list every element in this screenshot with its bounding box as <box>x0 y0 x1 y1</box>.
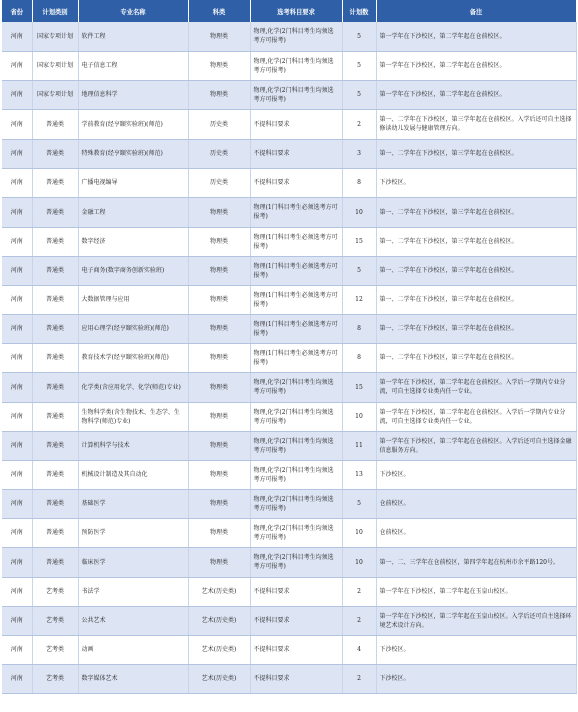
cell-plan-category: 国家专项计划 <box>32 80 78 109</box>
cell-plan-category: 普通类 <box>32 285 78 314</box>
cell-plan-category: 艺考类 <box>32 606 78 635</box>
cell-notes: 下沙校区。 <box>376 664 576 693</box>
cell-subject-requirement: 物理,化学(2门科目考生均须选考方可报考) <box>250 460 342 489</box>
cell-notes: 第一学年在下沙校区，第二学年起在仓前校区。 <box>376 80 576 109</box>
cell-major-name: 数字经济 <box>78 227 188 256</box>
table-row <box>2 489 576 518</box>
table-row <box>2 80 576 109</box>
cell-subject-requirement: 不提科目要求 <box>250 139 342 168</box>
cell-plan-category: 艺考类 <box>32 577 78 606</box>
cell-plan-category: 普通类 <box>32 139 78 168</box>
cell-province: 河南 <box>2 489 32 518</box>
cell-major-name: 临床医学 <box>78 547 188 577</box>
cell-subject-type: 物理类 <box>188 518 250 547</box>
header-major-name: 专业名称 <box>78 0 188 22</box>
cell-subject-requirement: 物理,化学(2门科目考生均须选考方可报考) <box>250 402 342 431</box>
header-province: 省份 <box>2 0 32 22</box>
cell-subject-type: 物理类 <box>188 314 250 343</box>
cell-notes: 仓前校区。 <box>376 518 576 547</box>
cell-notes: 下沙校区。 <box>376 460 576 489</box>
cell-plan-category: 普通类 <box>32 460 78 489</box>
cell-subject-requirement: 不提科目要求 <box>250 606 342 635</box>
cell-notes: 仓前校区。 <box>376 489 576 518</box>
cell-plan-count: 2 <box>342 606 376 635</box>
cell-plan-count: 3 <box>342 139 376 168</box>
cell-notes: 第一学年在下沙校区，第二学年起在仓前校区。入学后一学期内专业分流，可自主选择专业类内任一专业。 <box>376 372 576 402</box>
cell-plan-category: 普通类 <box>32 402 78 431</box>
cell-subject-type: 物理类 <box>188 227 250 256</box>
table-row <box>2 577 576 606</box>
cell-subject-requirement: 物理(1门科目考生必须选考方可报考) <box>250 197 342 227</box>
cell-subject-requirement: 不提科目要求 <box>250 635 342 664</box>
cell-plan-category: 普通类 <box>32 227 78 256</box>
cell-plan-category: 国家专项计划 <box>32 51 78 80</box>
cell-province: 河南 <box>2 577 32 606</box>
cell-province: 河南 <box>2 606 32 635</box>
cell-major-name: 地理信息科学 <box>78 80 188 109</box>
cell-subject-type: 物理类 <box>188 489 250 518</box>
cell-subject-requirement: 不提科目要求 <box>250 664 342 693</box>
table-row <box>2 664 576 693</box>
cell-subject-type: 艺术(历史类) <box>188 664 250 693</box>
cell-major-name: 预防医学 <box>78 518 188 547</box>
cell-subject-requirement: 物理,化学(2门科目考生均须选考方可报考) <box>250 22 342 51</box>
cell-subject-requirement: 物理,化学(2门科目考生均须选考方可报考) <box>250 431 342 460</box>
cell-province: 河南 <box>2 197 32 227</box>
cell-subject-requirement: 物理,化学(2门科目考生均须选考方可报考) <box>250 51 342 80</box>
cell-subject-requirement: 物理(1门科目考生必须选考方可报考) <box>250 343 342 372</box>
cell-province: 河南 <box>2 139 32 168</box>
cell-plan-count: 5 <box>342 256 376 285</box>
table-row <box>2 402 576 431</box>
cell-subject-type: 物理类 <box>188 80 250 109</box>
cell-subject-type: 物理类 <box>188 343 250 372</box>
cell-major-name: 应用心理学(经亨颐实验班)(师范) <box>78 314 188 343</box>
cell-subject-type: 历史类 <box>188 139 250 168</box>
cell-major-name: 大数据管理与应用 <box>78 285 188 314</box>
cell-major-name: 动画 <box>78 635 188 664</box>
cell-major-name: 化学类(含应用化学、化学(师范)专业) <box>78 372 188 402</box>
table-row <box>2 518 576 547</box>
cell-province: 河南 <box>2 168 32 197</box>
cell-major-name: 数字媒体艺术 <box>78 664 188 693</box>
cell-notes: 第一、二学年在下沙校区，第三学年起在仓前校区。 <box>376 343 576 372</box>
cell-subject-requirement: 物理(1门科目考生必须选考方可报考) <box>250 314 342 343</box>
cell-subject-type: 历史类 <box>188 109 250 139</box>
cell-province: 河南 <box>2 22 32 51</box>
cell-major-name: 特殊教育(经亨颐实验班)(师范) <box>78 139 188 168</box>
table-row <box>2 109 576 139</box>
cell-subject-type: 艺术(历史类) <box>188 577 250 606</box>
table-row <box>2 460 576 489</box>
table-row <box>2 635 576 664</box>
enrollment-plan-table <box>2 0 577 694</box>
cell-subject-type: 物理类 <box>188 431 250 460</box>
cell-plan-category: 普通类 <box>32 168 78 197</box>
cell-plan-count: 8 <box>342 314 376 343</box>
table-row <box>2 168 576 197</box>
cell-plan-category: 普通类 <box>32 256 78 285</box>
cell-notes: 第一学年在下沙校区，第二学年起在仓前校区。入学后还可自主选择金融信息服务方向。 <box>376 431 576 460</box>
cell-plan-category: 艺考类 <box>32 635 78 664</box>
cell-major-name: 计算机科学与技术 <box>78 431 188 460</box>
cell-province: 河南 <box>2 80 32 109</box>
cell-plan-count: 11 <box>342 431 376 460</box>
cell-province: 河南 <box>2 664 32 693</box>
cell-province: 河南 <box>2 256 32 285</box>
cell-major-name: 公共艺术 <box>78 606 188 635</box>
table-row <box>2 431 576 460</box>
cell-notes: 下沙校区。 <box>376 168 576 197</box>
cell-notes: 第一学年在下沙校区，第二学年起在仓前校区。 <box>376 51 576 80</box>
cell-plan-count: 5 <box>342 489 376 518</box>
cell-plan-count: 8 <box>342 343 376 372</box>
table-row <box>2 256 576 285</box>
cell-notes: 第一学年在下沙校区，第二学年起在仓前校区。入学后一学期内专业分流，可自主选择专业类内任一专业。 <box>376 402 576 431</box>
cell-province: 河南 <box>2 314 32 343</box>
cell-notes: 第一、二学年在下沙校区，第三学年起在仓前校区。 <box>376 197 576 227</box>
cell-plan-category: 普通类 <box>32 109 78 139</box>
cell-major-name: 生物科学类(含生物技术、生态学、生物科学(师范)专业) <box>78 402 188 431</box>
cell-plan-count: 12 <box>342 285 376 314</box>
cell-plan-count: 10 <box>342 547 376 577</box>
cell-notes: 第一、二学年在下沙校区，第三学年起在仓前校区。 <box>376 256 576 285</box>
cell-subject-type: 物理类 <box>188 51 250 80</box>
table-row <box>2 139 576 168</box>
cell-plan-count: 5 <box>342 80 376 109</box>
cell-plan-category: 普通类 <box>32 518 78 547</box>
cell-province: 河南 <box>2 285 32 314</box>
cell-major-name: 书法学 <box>78 577 188 606</box>
cell-major-name: 机械设计制造及其自动化 <box>78 460 188 489</box>
cell-province: 河南 <box>2 227 32 256</box>
header-subject-requirement: 选考科目要求 <box>250 0 342 22</box>
cell-subject-type: 艺术(历史类) <box>188 606 250 635</box>
table-row <box>2 372 576 402</box>
cell-plan-count: 5 <box>342 22 376 51</box>
header-subject-type: 科类 <box>188 0 250 22</box>
cell-plan-category: 普通类 <box>32 197 78 227</box>
cell-plan-category: 普通类 <box>32 489 78 518</box>
cell-plan-category: 普通类 <box>32 431 78 460</box>
cell-plan-count: 2 <box>342 577 376 606</box>
cell-plan-count: 2 <box>342 664 376 693</box>
table-row <box>2 547 576 577</box>
cell-notes: 第一学年在下沙校区，第二学年起在玉皇山校区。入学后还可自主选择环境艺术设计方向。 <box>376 606 576 635</box>
cell-notes: 第一学年在下沙校区，第二学年起在玉皇山校区。 <box>376 577 576 606</box>
cell-plan-category: 普通类 <box>32 547 78 577</box>
cell-subject-type: 物理类 <box>188 285 250 314</box>
cell-province: 河南 <box>2 109 32 139</box>
cell-subject-requirement: 不提科目要求 <box>250 168 342 197</box>
cell-notes: 下沙校区。 <box>376 635 576 664</box>
cell-plan-count: 15 <box>342 227 376 256</box>
header-plan-category: 计划类别 <box>32 0 78 22</box>
cell-subject-requirement: 不提科目要求 <box>250 577 342 606</box>
cell-plan-category: 国家专项计划 <box>32 22 78 51</box>
cell-plan-category: 普通类 <box>32 372 78 402</box>
cell-province: 河南 <box>2 372 32 402</box>
cell-subject-type: 物理类 <box>188 460 250 489</box>
cell-subject-requirement: 物理,化学(2门科目考生均须选考方可报考) <box>250 80 342 109</box>
enrollment-plan-table-container <box>2 0 576 694</box>
cell-notes: 第一学年在下沙校区，第二学年起在仓前校区。 <box>376 22 576 51</box>
table-row <box>2 343 576 372</box>
cell-plan-count: 10 <box>342 518 376 547</box>
cell-major-name: 软件工程 <box>78 22 188 51</box>
cell-subject-type: 物理类 <box>188 547 250 577</box>
cell-plan-count: 15 <box>342 372 376 402</box>
table-row <box>2 285 576 314</box>
table-body <box>2 22 576 693</box>
cell-province: 河南 <box>2 518 32 547</box>
cell-major-name: 基础医学 <box>78 489 188 518</box>
cell-subject-requirement: 物理,化学(2门科目考生均须选考方可报考) <box>250 372 342 402</box>
cell-plan-count: 8 <box>342 168 376 197</box>
cell-subject-type: 艺术(历史类) <box>188 635 250 664</box>
cell-subject-requirement: 物理,化学(2门科目考生均须选考方可报考) <box>250 489 342 518</box>
cell-subject-requirement: 不提科目要求 <box>250 109 342 139</box>
cell-province: 河南 <box>2 431 32 460</box>
cell-subject-type: 物理类 <box>188 372 250 402</box>
cell-major-name: 电子商务(数字商务创新实验班) <box>78 256 188 285</box>
cell-subject-type: 物理类 <box>188 22 250 51</box>
cell-subject-requirement: 物理(1门科目考生必须选考方可报考) <box>250 285 342 314</box>
cell-plan-count: 13 <box>342 460 376 489</box>
cell-subject-type: 物理类 <box>188 256 250 285</box>
cell-plan-category: 普通类 <box>32 314 78 343</box>
cell-plan-count: 2 <box>342 109 376 139</box>
cell-subject-type: 历史类 <box>188 168 250 197</box>
cell-subject-type: 物理类 <box>188 402 250 431</box>
cell-plan-category: 艺考类 <box>32 664 78 693</box>
cell-subject-requirement: 物理,化学(2门科目考生均须选考方可报考) <box>250 518 342 547</box>
cell-notes: 第一、二学年在下沙校区，第三学年起在仓前校区。 <box>376 314 576 343</box>
cell-province: 河南 <box>2 402 32 431</box>
cell-plan-count: 10 <box>342 197 376 227</box>
table-row <box>2 314 576 343</box>
cell-plan-count: 5 <box>342 51 376 80</box>
cell-province: 河南 <box>2 635 32 664</box>
table-row <box>2 197 576 227</box>
cell-subject-requirement: 物理(1门科目考生必须选考方可报考) <box>250 227 342 256</box>
cell-province: 河南 <box>2 343 32 372</box>
cell-major-name: 教育技术学(经亨颐实验班)(师范) <box>78 343 188 372</box>
cell-notes: 第一、二学年在下沙校区，第三学年起在仓前校区。入学后还可自主选择修读幼儿发展与健康管理方向。 <box>376 109 576 139</box>
header-notes: 备注 <box>376 0 576 22</box>
cell-province: 河南 <box>2 51 32 80</box>
cell-notes: 第一、二学年在下沙校区，第三学年起在仓前校区。 <box>376 285 576 314</box>
cell-plan-count: 10 <box>342 402 376 431</box>
cell-plan-count: 4 <box>342 635 376 664</box>
cell-subject-type: 物理类 <box>188 197 250 227</box>
cell-major-name: 金融工程 <box>78 197 188 227</box>
cell-major-name: 学前教育(经亨颐实验班)(师范) <box>78 109 188 139</box>
cell-notes: 第一、二学年在下沙校区，第三学年起在仓前校区。 <box>376 227 576 256</box>
table-row <box>2 51 576 80</box>
header-plan-count: 计划数 <box>342 0 376 22</box>
cell-province: 河南 <box>2 460 32 489</box>
cell-notes: 第一、二学年在下沙校区，第三学年起在仓前校区。 <box>376 139 576 168</box>
table-row <box>2 227 576 256</box>
cell-major-name: 广播电视编导 <box>78 168 188 197</box>
table-row <box>2 606 576 635</box>
table-header-row <box>2 0 576 22</box>
cell-notes: 第一、二、三学年在仓前校区，第四学年起在杭州市余平路120号。 <box>376 547 576 577</box>
table-row <box>2 22 576 51</box>
cell-subject-requirement: 物理,化学(2门科目考生均须选考方可报考) <box>250 547 342 577</box>
cell-major-name: 电子信息工程 <box>78 51 188 80</box>
cell-plan-category: 普通类 <box>32 343 78 372</box>
cell-subject-requirement: 物理(1门科目考生必须选考方可报考) <box>250 256 342 285</box>
cell-province: 河南 <box>2 547 32 577</box>
